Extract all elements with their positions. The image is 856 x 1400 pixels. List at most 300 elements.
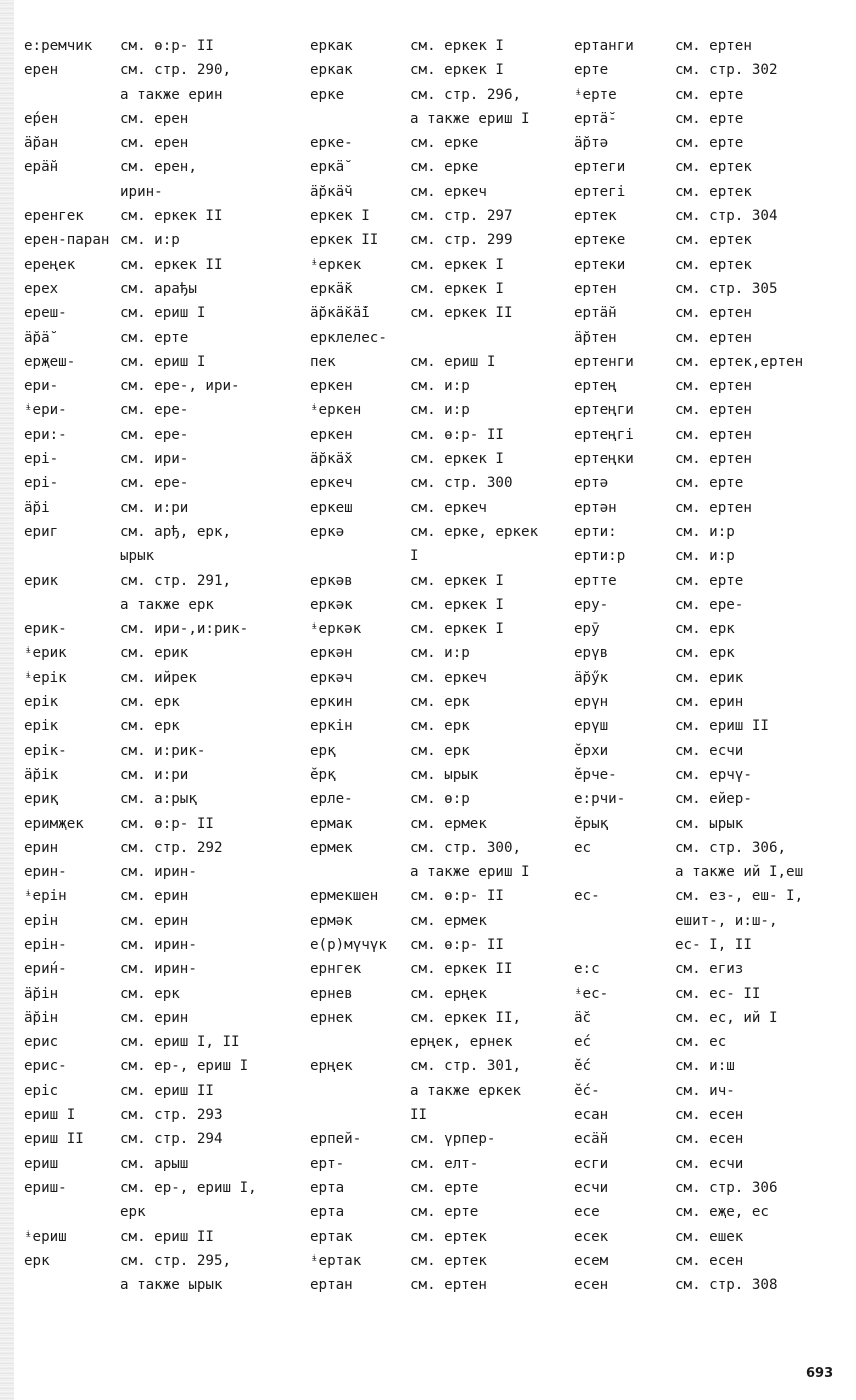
cross-reference: см. ерңек bbox=[410, 985, 487, 1002]
dictionary-entry bbox=[574, 398, 836, 422]
dictionary-entry bbox=[24, 1006, 294, 1030]
headword: ᶤерик bbox=[24, 645, 67, 662]
headword: ӓ̆рӳк bbox=[574, 669, 609, 686]
cross-reference: см. стр. 297 bbox=[410, 208, 513, 225]
headword: ертән bbox=[574, 499, 617, 516]
dictionary-entry bbox=[24, 277, 294, 301]
headword: ерин- bbox=[24, 864, 67, 881]
headword: е:с bbox=[574, 961, 600, 978]
headword: ᶤерте bbox=[574, 86, 617, 103]
headword: ерт- bbox=[310, 1155, 345, 1172]
dictionary-entry bbox=[574, 34, 836, 58]
headword: ерк bbox=[24, 1252, 50, 1269]
cross-reference: см. еркек II bbox=[120, 256, 223, 273]
headword: еркек I bbox=[310, 208, 370, 225]
cross-reference: см. ерте bbox=[675, 110, 744, 127]
cross-reference: см. ермек bbox=[410, 815, 487, 832]
dictionary-entry bbox=[574, 1200, 836, 1224]
headword: ӓ̆ртә bbox=[574, 135, 609, 152]
cross-reference: ес- I, II bbox=[675, 936, 752, 953]
cross-reference: а также ериш I bbox=[410, 110, 530, 127]
headword: ес́ bbox=[574, 1034, 592, 1051]
dictionary-entry bbox=[310, 228, 566, 252]
dictionary-entry bbox=[310, 739, 566, 763]
dictionary-entry bbox=[24, 228, 294, 252]
cross-reference: см. ырык bbox=[410, 766, 479, 783]
cross-reference: см. ерк bbox=[410, 718, 470, 735]
cross-reference: см. ертек bbox=[675, 159, 752, 176]
cross-reference: см. и:ри bbox=[120, 766, 189, 783]
dictionary-entry bbox=[574, 301, 836, 325]
headword: ертек bbox=[574, 208, 617, 225]
dictionary-entry bbox=[310, 884, 566, 908]
cross-reference: см. ерк bbox=[120, 694, 180, 711]
headword: ерiс bbox=[24, 1082, 59, 1099]
dictionary-entry bbox=[310, 107, 566, 131]
headword: е:ремчик bbox=[24, 38, 93, 54]
headword: ерти:р bbox=[574, 548, 626, 565]
headword: ӗрче- bbox=[574, 766, 617, 783]
dictionary-entry bbox=[310, 1200, 566, 1224]
cross-reference: см. ерин bbox=[120, 912, 189, 929]
headword: ес- bbox=[574, 888, 600, 905]
cross-reference: а также ырык bbox=[120, 1277, 223, 1294]
cross-reference: см. еркек I bbox=[410, 280, 504, 297]
headword: ерi- bbox=[24, 475, 59, 492]
dictionary-entry bbox=[574, 107, 836, 131]
headword: ереш- bbox=[24, 305, 67, 322]
dictionary-entry bbox=[574, 1176, 836, 1200]
cross-reference: см. ертен bbox=[675, 38, 752, 54]
dictionary-entry bbox=[24, 836, 294, 860]
cross-reference: см. стр. 302 bbox=[675, 62, 778, 79]
headword: есем bbox=[574, 1252, 609, 1269]
headword: ертте bbox=[574, 572, 617, 589]
cross-reference: см. ерк bbox=[120, 985, 180, 1002]
headword: ермак bbox=[310, 815, 353, 832]
dictionary-entry bbox=[24, 131, 294, 155]
cross-reference: см. стр. 296, bbox=[410, 86, 522, 103]
headword: ертеке bbox=[574, 232, 626, 249]
cross-reference: см. стр. 306 bbox=[675, 1179, 778, 1196]
dictionary-entry bbox=[574, 1054, 836, 1078]
cross-reference: см. еркеч bbox=[410, 183, 487, 200]
headword: ӓ̆рiн bbox=[24, 985, 59, 1002]
cross-reference: см. и:р bbox=[675, 548, 735, 565]
cross-reference: см. ири- bbox=[120, 451, 189, 468]
headword: ерти: bbox=[574, 523, 617, 540]
dictionary-entry bbox=[574, 714, 836, 738]
dictionary-entry bbox=[24, 641, 294, 665]
cross-reference: см. ериш I, II bbox=[120, 1034, 240, 1051]
cross-reference: см. ертен bbox=[675, 426, 752, 443]
headword: ерiн bbox=[24, 912, 59, 929]
headword: ӓ̆ран bbox=[24, 135, 59, 152]
headword: есчи bbox=[574, 1179, 609, 1196]
cross-reference: см. ерен, bbox=[120, 159, 197, 176]
dictionary-entry bbox=[24, 204, 294, 228]
cross-reference: см. еркек I bbox=[410, 256, 504, 273]
headword: ерi- bbox=[24, 451, 59, 468]
headword: ерқ bbox=[310, 742, 336, 759]
cross-reference: см. ө:р- II bbox=[120, 38, 214, 54]
dictionary-entry bbox=[310, 1152, 566, 1176]
dictionary-entry bbox=[310, 1103, 566, 1127]
dictionary-entry bbox=[24, 1152, 294, 1176]
cross-reference: см. ертен bbox=[675, 451, 752, 468]
dictionary-entry bbox=[24, 301, 294, 325]
headword: ертӓ̆н bbox=[574, 305, 617, 322]
cross-reference: см. ере- bbox=[120, 426, 189, 443]
cross-reference: см. еркек I bbox=[410, 38, 504, 54]
headword: ермекшен bbox=[310, 888, 379, 905]
dictionary-entry bbox=[310, 690, 566, 714]
cross-reference: см. ирин- bbox=[120, 961, 197, 978]
headword: ертенги bbox=[574, 353, 634, 370]
dictionary-entry bbox=[574, 884, 836, 908]
cross-reference: см. ере- bbox=[120, 402, 189, 419]
cross-reference: см. ирин- bbox=[120, 864, 197, 881]
cross-reference: см. ертен bbox=[675, 378, 752, 395]
cross-reference: см. ерке bbox=[410, 159, 479, 176]
dictionary-entry bbox=[310, 714, 566, 738]
dictionary-entry bbox=[574, 763, 836, 787]
dictionary-column-3 bbox=[574, 34, 836, 1297]
dictionary-entry bbox=[24, 180, 294, 204]
cross-reference: см. ес, ий I bbox=[675, 1009, 778, 1026]
headword: еркек II bbox=[310, 232, 379, 249]
headword: еркен bbox=[310, 378, 353, 395]
headword: ӓ̆с bbox=[574, 1009, 592, 1026]
headword: ертен bbox=[574, 280, 617, 297]
headword: ертак bbox=[310, 1228, 353, 1245]
headword: еркеч bbox=[310, 475, 353, 492]
dictionary-entry bbox=[24, 1273, 294, 1297]
headword: ӓ̆ркӓ̆ч bbox=[310, 183, 353, 200]
cross-reference: см. ейер- bbox=[675, 791, 752, 808]
dictionary-entry bbox=[574, 1225, 836, 1249]
dictionary-entry bbox=[574, 423, 836, 447]
dictionary-entry bbox=[310, 155, 566, 179]
cross-reference: см. еркек II, bbox=[410, 1009, 522, 1026]
headword: ес bbox=[574, 839, 592, 856]
cross-reference: см. ертек,ертен bbox=[675, 353, 804, 370]
headword: ериш- bbox=[24, 1179, 67, 1196]
headword: ернгек bbox=[310, 961, 362, 978]
dictionary-entry bbox=[574, 982, 836, 1006]
cross-reference: см. арыш bbox=[120, 1155, 189, 1172]
cross-reference: см. ертен bbox=[675, 329, 752, 346]
dictionary-entry bbox=[24, 1249, 294, 1273]
dictionary-entry bbox=[310, 520, 566, 544]
dictionary-entry bbox=[574, 569, 836, 593]
dictionary-entry bbox=[24, 107, 294, 131]
cross-reference: см. ертен bbox=[410, 1277, 487, 1294]
cross-reference: см. еркек I bbox=[410, 572, 504, 589]
headword: ермек bbox=[310, 839, 353, 856]
dictionary-entry bbox=[24, 1225, 294, 1249]
cross-reference: см. ө:р- II bbox=[410, 888, 504, 905]
cross-reference: см. ерте bbox=[675, 475, 744, 492]
dictionary-entry bbox=[574, 860, 836, 884]
cross-reference: см. стр. 290, bbox=[120, 62, 232, 79]
headword: еренгек bbox=[24, 208, 84, 225]
dictionary-entry bbox=[574, 641, 836, 665]
headword: еркәк bbox=[310, 596, 353, 613]
headword: ерин́- bbox=[24, 961, 67, 978]
dictionary-entry bbox=[574, 933, 836, 957]
headword: ерүв bbox=[574, 645, 609, 662]
headword: еркӓ̆к bbox=[310, 280, 353, 297]
headword: ертан bbox=[310, 1277, 353, 1294]
dictionary-entry bbox=[310, 374, 566, 398]
dictionary-entry bbox=[310, 1030, 566, 1054]
cross-reference: см. еркеч bbox=[410, 669, 487, 686]
cross-reference: см. ырык bbox=[675, 815, 744, 832]
dictionary-entry bbox=[24, 398, 294, 422]
cross-reference: см. ерин bbox=[120, 1009, 189, 1026]
cross-reference: см. стр. 308 bbox=[675, 1277, 778, 1294]
headword: ери:- bbox=[24, 426, 67, 443]
cross-reference: см. еҗе, ес bbox=[675, 1204, 769, 1221]
dictionary-entry bbox=[310, 1249, 566, 1273]
headword: ериш bbox=[24, 1155, 59, 1172]
cross-reference: см. еркек I bbox=[410, 451, 504, 468]
cross-reference: см. ерчү- bbox=[675, 766, 752, 783]
dictionary-entry bbox=[310, 180, 566, 204]
dictionary-entry bbox=[24, 593, 294, 617]
headword: ерте bbox=[574, 62, 609, 79]
headword: ӗс́- bbox=[574, 1082, 600, 1099]
cross-reference: см. ерен bbox=[120, 110, 189, 127]
dictionary-entry bbox=[574, 544, 836, 568]
cross-reference: см. ермек bbox=[410, 912, 487, 929]
dictionary-entry bbox=[24, 155, 294, 179]
cross-reference: см. ерен bbox=[120, 135, 189, 152]
cross-reference: см. арђ, ерк, bbox=[120, 523, 232, 540]
cross-reference: см. ере- bbox=[675, 596, 744, 613]
dictionary-entry bbox=[24, 933, 294, 957]
cross-reference: см. ертек bbox=[675, 183, 752, 200]
headword: еримҗек bbox=[24, 815, 84, 832]
dictionary-entry bbox=[310, 909, 566, 933]
dictionary-entry bbox=[574, 812, 836, 836]
cross-reference: см. и:рик- bbox=[120, 742, 206, 759]
dictionary-entry bbox=[310, 666, 566, 690]
cross-reference: ырык bbox=[120, 548, 155, 565]
headword: ᶤес- bbox=[574, 985, 609, 1002]
cross-reference: см. еркек I bbox=[410, 621, 504, 638]
cross-reference: см. ерке bbox=[410, 135, 479, 152]
cross-reference: см. ере-, ири- bbox=[120, 378, 240, 395]
dictionary-entry bbox=[310, 617, 566, 641]
cross-reference: см. есен bbox=[675, 1252, 744, 1269]
headword: ерҗеш- bbox=[24, 353, 76, 370]
dictionary-entry bbox=[310, 253, 566, 277]
cross-reference: см. егиз bbox=[675, 961, 744, 978]
cross-reference: см. ерк bbox=[120, 718, 180, 735]
dictionary-entry bbox=[574, 496, 836, 520]
headword: ер́ен bbox=[24, 110, 59, 127]
dictionary-entry bbox=[24, 58, 294, 82]
cross-reference: см. и:р bbox=[120, 232, 180, 249]
dictionary-entry bbox=[574, 204, 836, 228]
dictionary-entry bbox=[310, 544, 566, 568]
headword: ᶤеркек bbox=[310, 256, 362, 273]
dictionary-entry bbox=[24, 617, 294, 641]
headword: ерiк- bbox=[24, 742, 67, 759]
dictionary-entry bbox=[24, 253, 294, 277]
cross-reference: см. ертен bbox=[675, 402, 752, 419]
dictionary-entry bbox=[310, 398, 566, 422]
headword: ᶤерiн bbox=[24, 888, 67, 905]
cross-reference: см. и:р bbox=[675, 523, 735, 540]
dictionary-entry bbox=[310, 204, 566, 228]
headword: ерке bbox=[310, 86, 345, 103]
dictionary-entry bbox=[24, 496, 294, 520]
headword: ернев bbox=[310, 985, 353, 1002]
cross-reference: см. ерин bbox=[675, 694, 744, 711]
dictionary-entry bbox=[24, 763, 294, 787]
dictionary-entry bbox=[24, 423, 294, 447]
dictionary-entry bbox=[574, 228, 836, 252]
headword: ертеңгi bbox=[574, 426, 634, 443]
cross-reference: см. ере- bbox=[120, 475, 189, 492]
dictionary-entry bbox=[574, 374, 836, 398]
cross-reference: см. ийрек bbox=[120, 669, 197, 686]
cross-reference: см. еркек I bbox=[410, 596, 504, 613]
cross-reference: см. ес- II bbox=[675, 985, 761, 1002]
headword: е(р)мүчүк bbox=[310, 936, 387, 953]
dictionary-entry bbox=[310, 423, 566, 447]
dictionary-entry bbox=[24, 326, 294, 350]
dictionary-entry bbox=[24, 787, 294, 811]
dictionary-entry bbox=[310, 447, 566, 471]
headword: ерүш bbox=[574, 718, 609, 735]
headword: ертеки bbox=[574, 256, 626, 273]
dictionary-entry bbox=[310, 496, 566, 520]
cross-reference: см. стр. 301, bbox=[410, 1058, 522, 1075]
headword: ӗрық bbox=[574, 815, 609, 832]
cross-reference: ешит-, и:ш-, bbox=[675, 912, 778, 929]
dictionary-entry bbox=[24, 374, 294, 398]
dictionary-entry bbox=[310, 1006, 566, 1030]
cross-reference: см. стр. 292 bbox=[120, 839, 223, 856]
cross-reference: см. ич- bbox=[675, 1082, 735, 1099]
cross-reference: см. ериш I bbox=[120, 353, 206, 370]
dictionary-entry bbox=[574, 350, 836, 374]
dictionary-entry bbox=[24, 714, 294, 738]
cross-reference: см. стр. 306, bbox=[675, 839, 787, 856]
cross-reference: ерк bbox=[120, 1204, 146, 1221]
dictionary-entry bbox=[574, 155, 836, 179]
cross-reference: см. ири-,и:рик- bbox=[120, 621, 249, 638]
headword: ертеңги bbox=[574, 402, 634, 419]
headword: ертеги bbox=[574, 159, 626, 176]
dictionary-entry bbox=[24, 1200, 294, 1224]
headword: ᶤериш bbox=[24, 1228, 67, 1245]
headword: ернек bbox=[310, 1009, 353, 1026]
cross-reference: см. ерин bbox=[120, 888, 189, 905]
cross-reference: см. еркек I bbox=[410, 62, 504, 79]
cross-reference: см. есен bbox=[675, 1131, 744, 1148]
cross-reference: см. ерик bbox=[675, 669, 744, 686]
dictionary-entry bbox=[574, 1103, 836, 1127]
dictionary-column-1 bbox=[24, 34, 294, 1297]
headword: ерин bbox=[24, 839, 59, 856]
cross-reference: а также ерк bbox=[120, 596, 214, 613]
dictionary-entry bbox=[24, 1030, 294, 1054]
headword: ӓ̆рiк bbox=[24, 766, 59, 783]
headword: еркак bbox=[310, 38, 353, 54]
headword: еркин bbox=[310, 694, 353, 711]
scan-edge bbox=[0, 0, 14, 1400]
cross-reference: см. ерк bbox=[675, 621, 735, 638]
headword: есан bbox=[574, 1107, 609, 1124]
headword: ерех bbox=[24, 280, 59, 297]
dictionary-entry bbox=[310, 1054, 566, 1078]
headword: ерта bbox=[310, 1179, 345, 1196]
cross-reference: см. стр. 300, bbox=[410, 839, 522, 856]
dictionary-entry bbox=[310, 1225, 566, 1249]
cross-reference: см. ез-, еш- I, bbox=[675, 888, 804, 905]
headword: ерен bbox=[24, 62, 59, 79]
dictionary-entry bbox=[310, 471, 566, 495]
cross-reference: см. ертен bbox=[675, 499, 752, 516]
headword: еркӓ̆ bbox=[310, 159, 345, 176]
dictionary-entry bbox=[310, 326, 566, 350]
headword: ӓ̆рiн bbox=[24, 1009, 59, 1026]
headword: ӗрхи bbox=[574, 742, 609, 759]
dictionary-entry bbox=[574, 58, 836, 82]
dictionary-entry bbox=[574, 617, 836, 641]
cross-reference: см. ер-, ериш I bbox=[120, 1058, 249, 1075]
headword: есен bbox=[574, 1277, 609, 1294]
headword: ертегi bbox=[574, 183, 626, 200]
dictionary-column-2 bbox=[310, 34, 566, 1297]
cross-reference: см. ерте bbox=[675, 572, 744, 589]
dictionary-entry bbox=[310, 301, 566, 325]
cross-reference: см. стр. 295, bbox=[120, 1252, 232, 1269]
dictionary-entry bbox=[310, 1079, 566, 1103]
dictionary-entry bbox=[24, 1127, 294, 1151]
cross-reference: см. стр. 304 bbox=[675, 208, 778, 225]
cross-reference: а также ерин bbox=[120, 86, 223, 103]
dictionary-entry bbox=[574, 180, 836, 204]
dictionary-entry bbox=[24, 982, 294, 1006]
cross-reference: см. есен bbox=[675, 1107, 744, 1124]
headword: ᶤерiк bbox=[24, 669, 67, 686]
headword: ертең bbox=[574, 378, 617, 395]
cross-reference: см. ертек bbox=[675, 232, 752, 249]
headword: ерклелес- bbox=[310, 329, 387, 346]
dictionary-entry bbox=[310, 982, 566, 1006]
dictionary-entry bbox=[310, 58, 566, 82]
headword: ерис- bbox=[24, 1058, 67, 1075]
headword: ᶤертак bbox=[310, 1252, 362, 1269]
cross-reference: см. ерте bbox=[675, 86, 744, 103]
dictionary-entry bbox=[24, 544, 294, 568]
headword: ерик bbox=[24, 572, 59, 589]
cross-reference: см. ө:р- II bbox=[410, 426, 504, 443]
cross-reference: см. ирин- bbox=[120, 936, 197, 953]
cross-reference: а также ериш I bbox=[410, 864, 530, 881]
dictionary-entry bbox=[24, 1054, 294, 1078]
headword: ерүн bbox=[574, 694, 609, 711]
headword: еркәч bbox=[310, 669, 353, 686]
dictionary-entry bbox=[24, 812, 294, 836]
cross-reference: см. ертек bbox=[410, 1228, 487, 1245]
